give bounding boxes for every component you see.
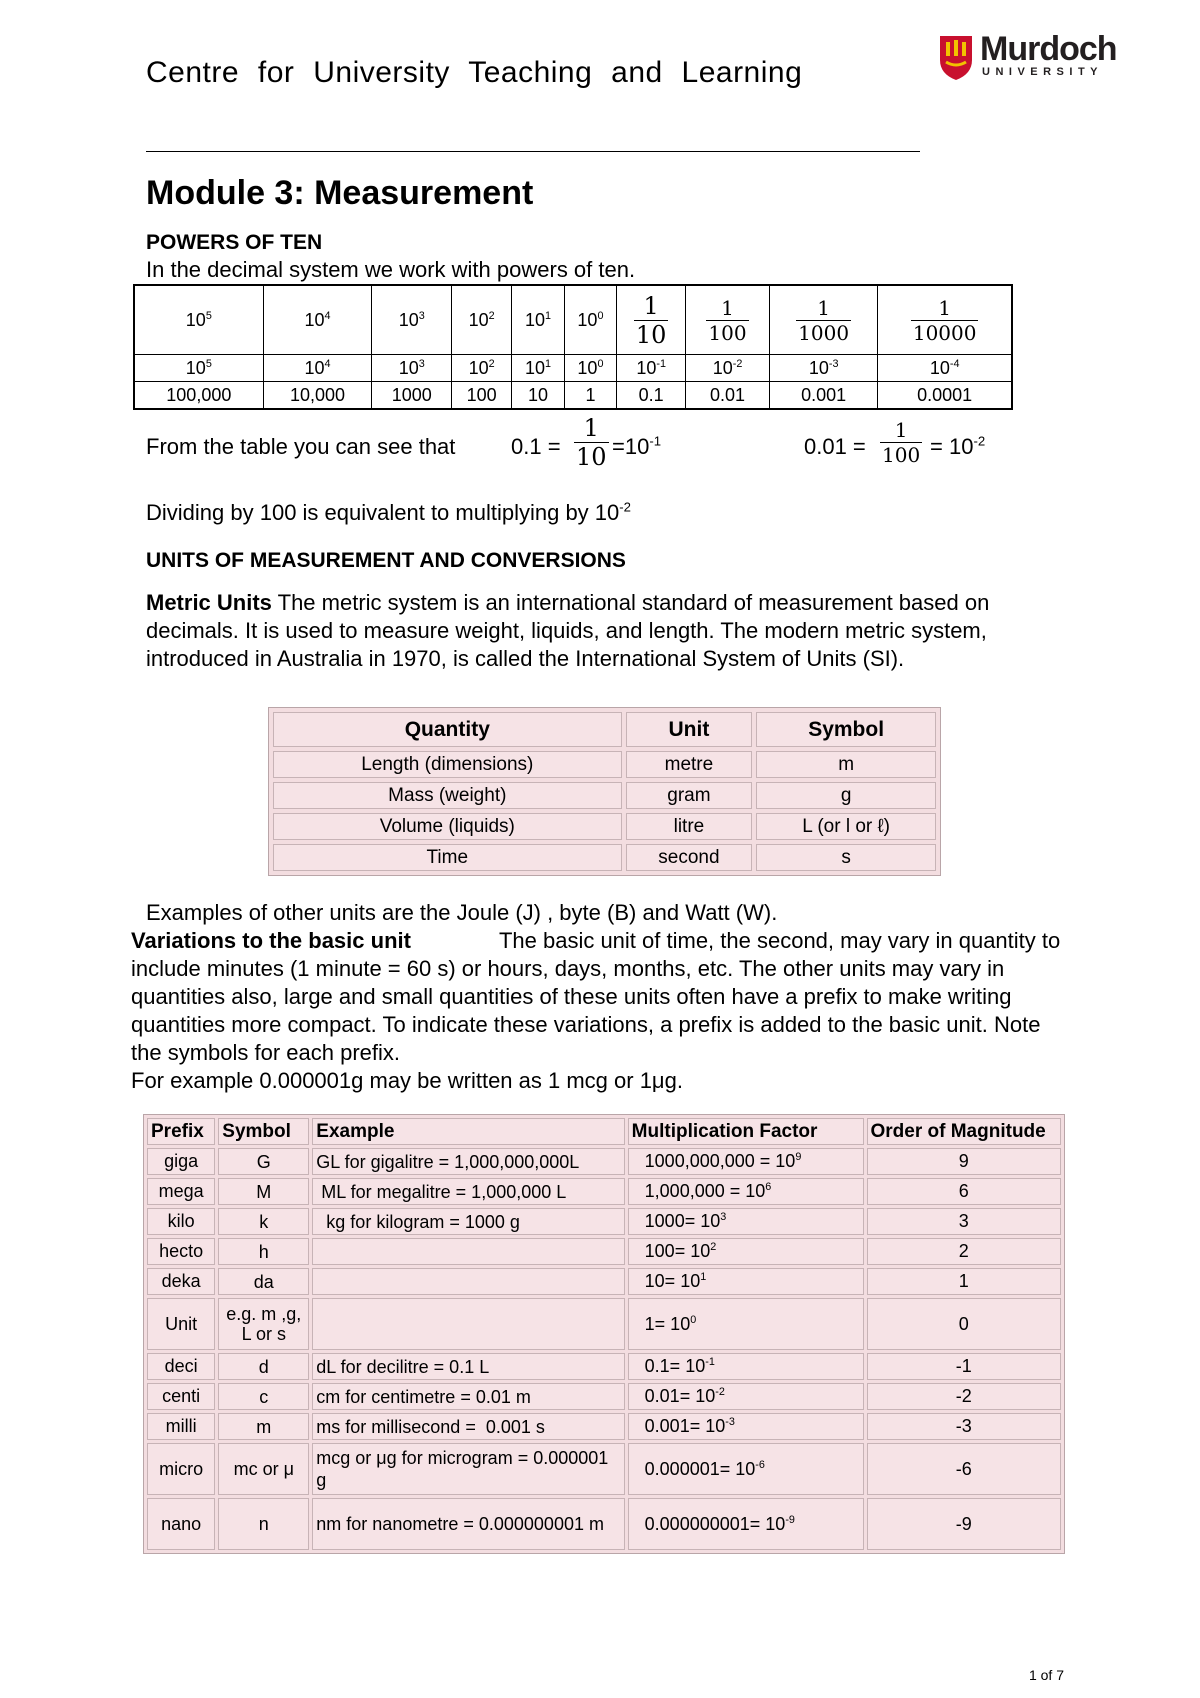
units-heading: UNITS OF MEASUREMENT AND CONVERSIONS — [146, 549, 626, 572]
factor-cell: $0.000000001= 10^{-9}$ — [628, 1498, 864, 1550]
factor-cell: $1000,000,000 = 10^9$ — [628, 1148, 864, 1175]
column-header: Quantity — [273, 712, 622, 747]
equation-2-left: 0.01 = — [804, 434, 866, 459]
prefix-cell: Unit — [147, 1298, 215, 1350]
prefix-cell: micro — [147, 1443, 215, 1495]
decimal-cell: 1000 — [372, 382, 452, 410]
symbol-cell: h — [218, 1238, 309, 1265]
powers-heading: POWERS OF TEN — [146, 231, 323, 254]
fraction-numerator: 1 — [911, 296, 979, 321]
fraction — [706, 296, 748, 345]
equation-1-fraction — [574, 414, 609, 471]
example-cell: mcg or μg for microgram = 0.000001 g — [312, 1443, 624, 1495]
prefix-table — [143, 1114, 1065, 1554]
decimal-cell: 0.01 — [686, 382, 770, 410]
example-cell: ML for megalitre = 1,000,000 L — [312, 1178, 624, 1205]
fraction — [634, 292, 669, 349]
fraction-cell — [686, 285, 770, 355]
table-row — [147, 1178, 1061, 1205]
variations-text: The basic unit of time, the second, may vary in quantity to include minutes (1 minute = 60 s) or hours, days, months, etc. The other units may vary in quantities also, large and small quantities of these units often have a prefix to make writing quantities more compact. To indicate these variations, a prefix is added to the basic unit. Note the symbols for each prefix. — [131, 928, 1061, 1065]
column-header: Prefix — [147, 1118, 215, 1145]
prefix-cell: milli — [147, 1413, 215, 1440]
table-row — [273, 813, 936, 840]
power-cell: $10^{-2}$ — [686, 355, 770, 382]
fraction-numerator: 1 — [706, 296, 748, 321]
powers-intro: In the decimal system we work with powers of ten. — [146, 257, 636, 282]
symbol-cell: n — [218, 1498, 309, 1550]
power-cell: $10^0$ — [564, 355, 616, 382]
decimal-cell: 10 — [512, 382, 564, 410]
table-row — [273, 844, 936, 871]
fraction-denominator: 1000 — [798, 320, 850, 345]
symbol-cell: da — [218, 1268, 309, 1295]
example-cell: dL for decilitre = 0.1 L — [312, 1353, 624, 1380]
symbol-cell: k — [218, 1208, 309, 1235]
power-cell: $10^4$ — [263, 355, 372, 382]
prefix-cell: centi — [147, 1383, 215, 1410]
fraction-numerator: 1 — [880, 418, 922, 443]
table-row — [147, 1268, 1061, 1295]
order-cell: -2 — [867, 1383, 1062, 1410]
power-cell: $10^5$ — [134, 355, 263, 382]
table-cell: second — [626, 844, 753, 871]
table-cell: Length (dimensions) — [273, 751, 622, 778]
order-cell: -3 — [867, 1413, 1062, 1440]
factor-cell: $0.1= 10^{-1}$ — [628, 1353, 864, 1380]
example-cell — [312, 1268, 624, 1295]
symbol-cell: G — [218, 1148, 309, 1175]
decimal-cell: 100,000 — [134, 382, 263, 410]
order-cell: 6 — [867, 1178, 1062, 1205]
order-cell: 1 — [867, 1268, 1062, 1295]
order-cell: -1 — [867, 1353, 1062, 1380]
power-cell: $10^3$ — [372, 285, 452, 355]
fraction-cell — [617, 285, 686, 355]
variations-paragraph — [131, 927, 1071, 1067]
table-row — [147, 1353, 1061, 1380]
si-units-table — [268, 707, 941, 876]
table-row — [147, 1383, 1061, 1410]
factor-cell: $0.01= 10^{-2}$ — [628, 1383, 864, 1410]
example-cell: GL for gigalitre = 1,000,000,000L — [312, 1148, 624, 1175]
power-cell: $10^3$ — [372, 355, 452, 382]
table-row — [147, 1148, 1061, 1175]
metric-label: Metric Units — [146, 590, 272, 615]
prefix-cell: kilo — [147, 1208, 215, 1235]
symbol-cell: c — [218, 1383, 309, 1410]
decimal-cell: 10,000 — [263, 382, 372, 410]
decimal-cell: 0.0001 — [878, 382, 1012, 410]
decimal-cell: 0.1 — [617, 382, 686, 410]
power-cell: $10^1$ — [512, 285, 564, 355]
table-row — [147, 1208, 1061, 1235]
order-cell: -9 — [867, 1498, 1062, 1550]
power-cell: $10^{-1}$ — [617, 355, 686, 382]
murdoch-logo — [938, 30, 1117, 86]
example-cell — [312, 1298, 624, 1350]
order-cell: 2 — [867, 1238, 1062, 1265]
order-cell: 0 — [867, 1298, 1062, 1350]
header-title: Centre for University Teaching and Learning — [146, 56, 803, 89]
prefix-cell: deci — [147, 1353, 215, 1380]
table-row — [147, 1413, 1061, 1440]
table-cell: litre — [626, 813, 753, 840]
logo-wordmark: Murdoch — [980, 30, 1117, 68]
prefix-cell: mega — [147, 1178, 215, 1205]
table-row — [147, 1298, 1061, 1350]
fraction-denominator: 100 — [708, 320, 747, 345]
power-cell: $10^2$ — [452, 355, 512, 382]
table-cell: gram — [626, 782, 753, 809]
equation-1-right: $=10^{-1}$ — [612, 433, 662, 459]
equation-2-right: = $10^{-2}$ — [930, 433, 986, 459]
table-cell: Mass (weight) — [273, 782, 622, 809]
order-cell: 9 — [867, 1148, 1062, 1175]
examples-text: Examples of other units are the Joule (J) , byte (B) and Watt (W). — [146, 900, 778, 925]
power-cell: $10^1$ — [512, 355, 564, 382]
fraction-numerator: 1 — [574, 414, 609, 443]
fraction-denominator: 100 — [882, 443, 921, 467]
symbol-cell: e.g. m ,g, L or s — [218, 1298, 309, 1350]
fraction — [796, 296, 851, 345]
column-header: Example — [312, 1118, 624, 1145]
power-cell: $10^2$ — [452, 285, 512, 355]
example-cell — [312, 1238, 624, 1265]
table-row — [147, 1498, 1061, 1550]
example-cell: kg for kilogram = 1000 g — [312, 1208, 624, 1235]
prefix-cell: giga — [147, 1148, 215, 1175]
table-row — [273, 782, 936, 809]
variations-label: Variations to the basic unit — [131, 928, 411, 953]
symbol-cell: M — [218, 1178, 309, 1205]
power-cell: $10^5$ — [134, 285, 263, 355]
logo-subtitle: UNIVERSITY — [982, 66, 1104, 78]
fraction-numerator: 1 — [796, 296, 851, 321]
power-cell: $10^0$ — [564, 285, 616, 355]
header-rule — [146, 151, 920, 152]
shield-icon — [938, 34, 974, 82]
fraction — [911, 296, 979, 345]
factor-cell: $10= 10^1$ — [628, 1268, 864, 1295]
fraction-cell — [769, 285, 877, 355]
table-row — [273, 751, 936, 778]
table-row — [147, 1443, 1061, 1495]
table-cell: s — [756, 844, 936, 871]
column-header: Symbol — [756, 712, 936, 747]
factor-cell: $0.000001= 10^{-6}$ — [628, 1443, 864, 1495]
decimal-cell: 100 — [452, 382, 512, 410]
fraction-cell — [878, 285, 1012, 355]
metric-text: The metric system is an international standard of measurement based on decimals. It is used to measure weight, liquids, and length. The modern metric system, introduced in Australia in 1970, is called the International System of Units (SI). — [146, 590, 990, 671]
power-cell: $10^{-4}$ — [878, 355, 1012, 382]
symbol-cell: mc or μ — [218, 1443, 309, 1495]
table-cell: metre — [626, 751, 753, 778]
symbol-cell: d — [218, 1353, 309, 1380]
equation-1-left: 0.1 = — [511, 434, 561, 459]
factor-cell: $100= 10^2$ — [628, 1238, 864, 1265]
dividing-text: Dividing by 100 is equivalent to multiplying by $10^{-2}$ — [146, 499, 632, 525]
fraction-denominator: 10 — [576, 443, 607, 471]
metric-paragraph — [146, 589, 1066, 673]
factor-cell: $0.001= 10^{-3}$ — [628, 1413, 864, 1440]
table-cell: Time — [273, 844, 622, 871]
prefix-cell: deka — [147, 1268, 215, 1295]
table-cell: m — [756, 751, 936, 778]
fraction-denominator: 10000 — [912, 320, 977, 345]
from-table-text: From the table you can see that — [146, 434, 456, 459]
equation-2-fraction — [880, 418, 922, 467]
fraction-numerator: 1 — [634, 292, 669, 321]
table-row — [147, 1238, 1061, 1265]
fraction-denominator: 10 — [635, 320, 667, 349]
for-example-text: For example 0.000001g may be written as 1 mcg or 1μg. — [131, 1068, 683, 1093]
table-cell: L (or l or ℓ) — [756, 813, 936, 840]
table-cell: Volume (liquids) — [273, 813, 622, 840]
column-header: Order of Magnitude — [867, 1118, 1062, 1145]
column-header: Symbol — [218, 1118, 309, 1145]
example-cell: nm for nanometre = 0.000000001 m — [312, 1498, 624, 1550]
table-cell: g — [756, 782, 936, 809]
module-title: Module 3: Measurement — [146, 174, 534, 212]
power-cell: $10^{-3}$ — [769, 355, 877, 382]
factor-cell: $1= 10^0$ — [628, 1298, 864, 1350]
powers-table — [133, 284, 1013, 410]
column-header: Multiplication Factor — [628, 1118, 864, 1145]
factor-cell: $1,000,000 = 10^6$ — [628, 1178, 864, 1205]
column-header: Unit — [626, 712, 753, 747]
factor-cell: $1000= 10^3$ — [628, 1208, 864, 1235]
example-cell: ms for millisecond = 0.001 s — [312, 1413, 624, 1440]
prefix-cell: nano — [147, 1498, 215, 1550]
power-cell: $10^4$ — [263, 285, 372, 355]
decimal-cell: 1 — [564, 382, 616, 410]
order-cell: 3 — [867, 1208, 1062, 1235]
order-cell: -6 — [867, 1443, 1062, 1495]
prefix-cell: hecto — [147, 1238, 215, 1265]
page-number: 1 of 7 — [1028, 1667, 1064, 1683]
decimal-cell: 0.001 — [769, 382, 877, 410]
symbol-cell: m — [218, 1413, 309, 1440]
example-cell: cm for centimetre = 0.01 m — [312, 1383, 624, 1410]
